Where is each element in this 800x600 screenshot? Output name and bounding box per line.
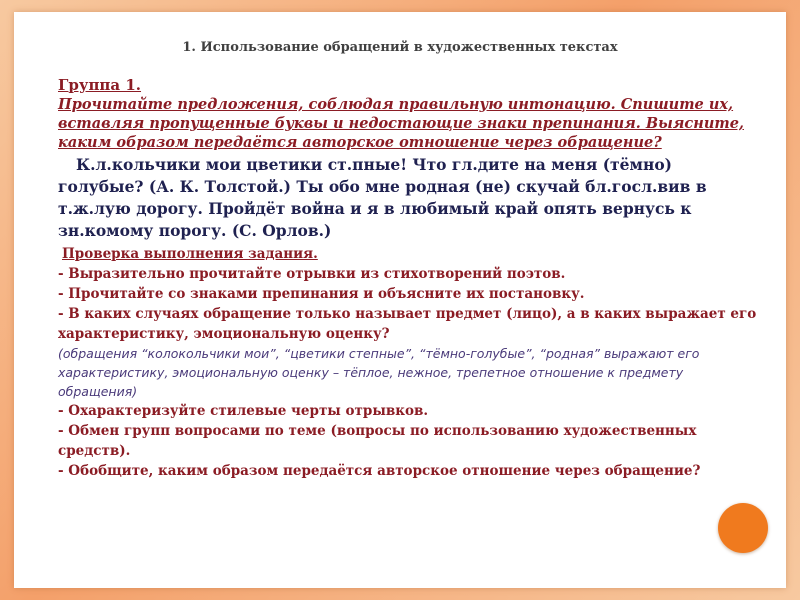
list-item: - Обмен групп вопросами по теме (вопросы по использованию художественных средств).	[58, 423, 697, 459]
list-item: - Обобщите, каким образом передаётся авторское отношение через обращение?	[58, 463, 701, 479]
check-title: Проверка выполнения задания.	[62, 246, 318, 262]
list-item: - Прочитайте со знаками препинания и объясните их постановку.	[58, 286, 585, 302]
orange-circle-decoration	[718, 503, 768, 553]
list-item: - Охарактеризуйте стилевые черты отрывков.	[58, 403, 429, 419]
page-title: 1. Использование обращений в художественных текстах	[182, 40, 618, 55]
slide	[14, 12, 786, 588]
task-instructions: Прочитайте предложения, соблюдая правильную интонацию. Спишите их, вставляя пропущенные буквы и недостающие знаки препинания. Выясните, каким образом передаётся авторское отношение через обращение?	[58, 96, 744, 151]
slide-content	[58, 76, 758, 481]
list-item: - В каких случаях обращение только называет предмет (лицо), а в каких выражает его характеристику, эмоциональную оценку?	[58, 306, 757, 342]
answer-note: (обращения “колокольчики мои”, “цветики степные”, “тёмно-голубые”, “родная” выражают его характеристику, эмоциональную оценку – тёплое, нежное, трепетное отношение к предмету обращения)	[58, 346, 700, 399]
list-item: - Выразительно прочитайте отрывки из стихотворений поэтов.	[58, 266, 566, 282]
poem-excerpts: К.л.кольчики мои цветики ст.пные! Что гл.дите на меня (тёмно) голубые? (А. К. Толстой.) Ты обо мне родная (не) скучай бл.госл.вив в т.ж.лую дорогу. Пройдёт война и я в любимый край опять вернусь к зн.комому порогу. (С. Орлов.)	[58, 155, 707, 240]
group-title: Группа 1.	[58, 76, 142, 94]
